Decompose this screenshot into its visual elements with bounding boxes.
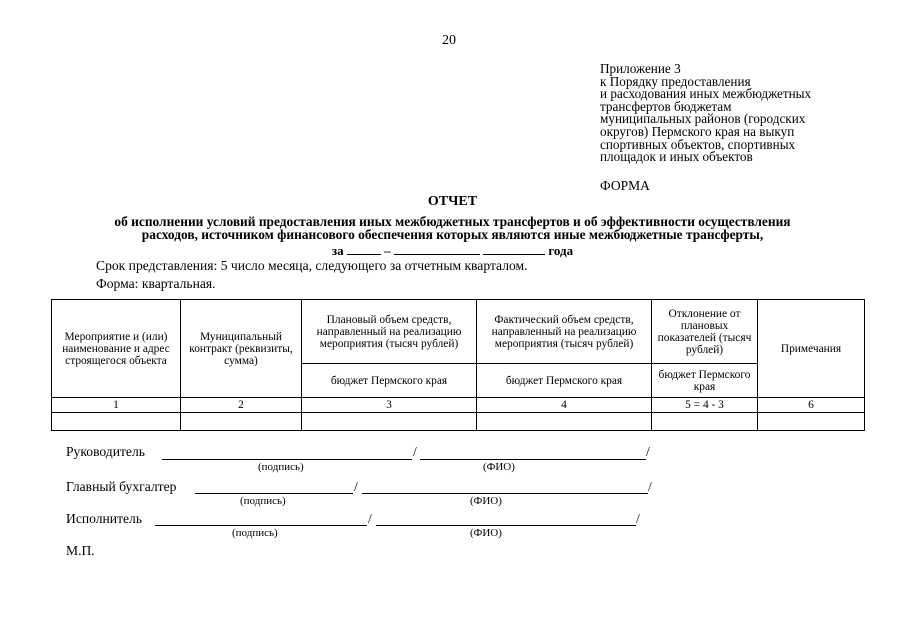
executor-name-line[interactable] — [376, 525, 636, 526]
table-number-row — [52, 398, 865, 413]
report-subtitle-line1: об исполнении условий предоставления иных межбюджетных трансфертов и об эффективности осуществления — [114, 214, 791, 229]
subheader-deviation-budget: бюджет Пермского края — [652, 364, 758, 398]
form-label: ФОРМА — [600, 178, 650, 193]
period-prefix: за — [331, 243, 344, 258]
accountant-signature-line[interactable] — [195, 493, 353, 494]
table-cell[interactable] — [302, 413, 477, 431]
period-dash: – — [384, 243, 391, 258]
report-period — [0, 243, 905, 259]
column-number: 5 = 4 - 3 — [652, 398, 758, 413]
name-caption: (ФИО) — [470, 527, 502, 539]
name-caption: (ФИО) — [483, 461, 515, 473]
deadline-text: Срок представления: 5 число месяца, следующего за отчетным кварталом. — [96, 258, 528, 273]
slash: / — [413, 444, 417, 459]
table-cell[interactable] — [181, 413, 302, 431]
column-number: 4 — [477, 398, 652, 413]
report-table — [51, 299, 865, 431]
header-deviation: Отклонение от плановых показателей (тысяч рублей) — [652, 300, 758, 364]
period-suffix: года — [548, 243, 574, 258]
period-quarter-blank[interactable] — [347, 244, 381, 255]
appendix-note — [600, 63, 860, 164]
table-cell[interactable] — [477, 413, 652, 431]
head-signature-label: Руководитель — [66, 444, 145, 459]
table-cell[interactable] — [652, 413, 758, 431]
executor-signature-label: Исполнитель — [66, 511, 143, 526]
appendix-line: и расходования иных межбюджетных — [600, 86, 812, 102]
column-number: 1 — [52, 398, 181, 413]
head-signature-line[interactable] — [162, 459, 412, 460]
appendix-line: Приложение 3 — [600, 61, 681, 76]
appendix-line: площадок и иных объектов — [600, 149, 753, 165]
header-contract: Муниципальный контракт (реквизиты, сумма) — [181, 300, 302, 398]
signature-caption: (подпись) — [232, 527, 278, 539]
report-subtitle — [0, 215, 905, 241]
signature-caption: (подпись) — [258, 461, 304, 473]
header-event: Мероприятие и (или) наименование и адрес строящегося объекта — [52, 300, 181, 398]
header-notes: Примечания — [758, 300, 865, 398]
table-cell[interactable] — [758, 413, 865, 431]
slash: / — [354, 479, 358, 494]
column-number: 2 — [181, 398, 302, 413]
appendix-line: округов) Пермского края на выкуп — [600, 123, 795, 139]
report-subtitle-line2: расходов, источником финансового обеспечения которых являются иные межбюджетные трансферты, — [141, 227, 764, 242]
slash: / — [648, 479, 652, 494]
period-year-blank[interactable] — [483, 244, 545, 255]
accountant-name-line[interactable] — [362, 493, 648, 494]
appendix-line: муниципальных районов (городских — [600, 111, 806, 127]
table-header-row — [52, 300, 865, 364]
slash: / — [368, 511, 372, 526]
header-actual: Фактический объем средств, направленный на реализацию мероприятия (тысяч рублей) — [477, 300, 652, 364]
appendix-line: к Порядку предоставления — [600, 73, 751, 89]
executor-signature-line[interactable] — [155, 525, 367, 526]
table-cell[interactable] — [52, 413, 181, 431]
header-planned: Плановый объем средств, направленный на реализацию мероприятия (тысяч рублей) — [302, 300, 477, 364]
slash: / — [636, 511, 640, 526]
signature-caption: (подпись) — [240, 495, 286, 507]
appendix-line: трансфертов бюджетам — [600, 98, 732, 114]
seal-label: М.П. — [66, 543, 95, 558]
subheader-planned-budget: бюджет Пермского края — [302, 364, 477, 398]
table-row — [52, 413, 865, 431]
subheader-actual-budget: бюджет Пермского края — [477, 364, 652, 398]
report-heading: ОТЧЕТ — [427, 194, 478, 209]
appendix-line: спортивных объектов, спортивных — [600, 136, 796, 152]
period-month-blank[interactable] — [394, 244, 480, 255]
column-number: 3 — [302, 398, 477, 413]
head-name-line[interactable] — [420, 459, 646, 460]
name-caption: (ФИО) — [470, 495, 502, 507]
page-number: 20 — [442, 33, 456, 48]
accountant-signature-label: Главный бухгалтер — [66, 479, 177, 494]
slash: / — [646, 444, 650, 459]
column-number: 6 — [758, 398, 865, 413]
form-type-text: Форма: квартальная. — [96, 276, 216, 291]
